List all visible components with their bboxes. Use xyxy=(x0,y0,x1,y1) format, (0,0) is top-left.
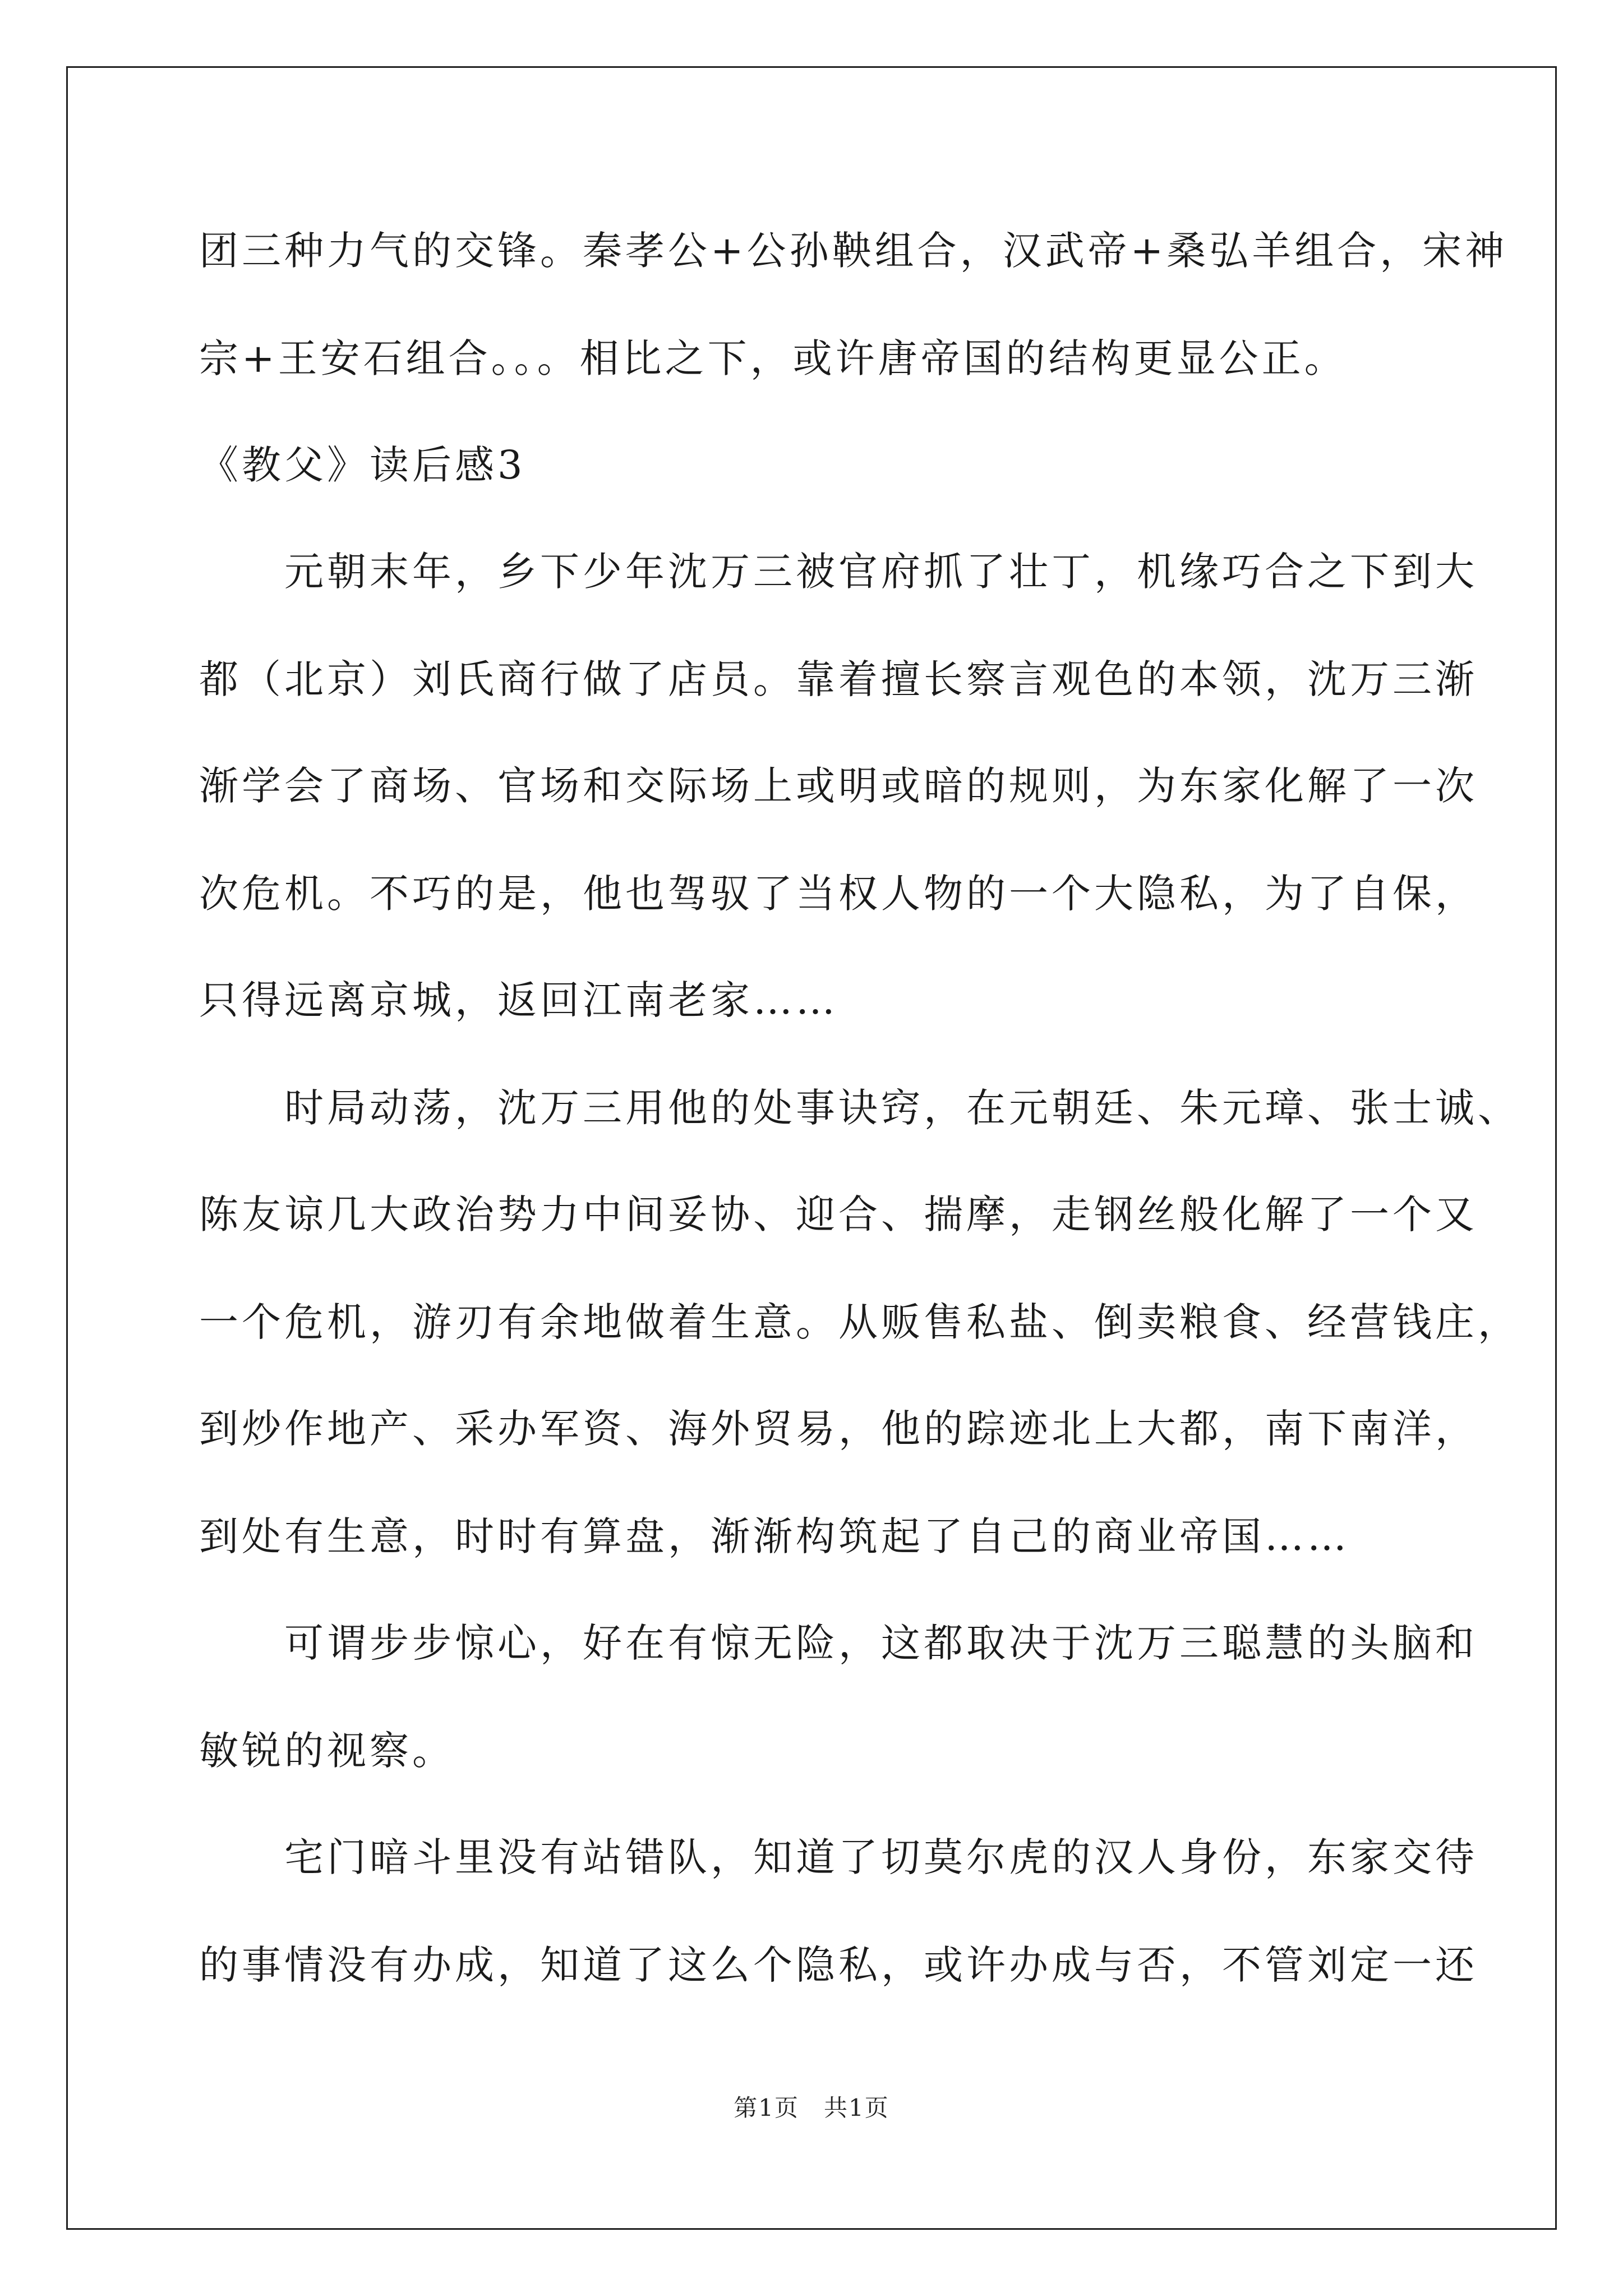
page-border xyxy=(66,66,1557,2230)
text-line: 元朝末年，乡下少年沈万三被官府抓了壮丁，机缘巧合之下到大 xyxy=(199,549,1478,595)
text-line: 只得远离京城，返回江南老家…… xyxy=(199,977,838,1023)
text-line: 敏锐的视察。 xyxy=(199,1728,455,1774)
text-line: 团三种力气的交锋。秦孝公+公孙鞅组合，汉武帝+桑弘羊组合，宋神 xyxy=(199,228,1508,274)
text-line: 到处有生意，时时有算盘，渐渐构筑起了自己的商业帝国…… xyxy=(199,1513,1350,1559)
text-line: 陈友谅几大政治势力中间妥协、迎合、揣摩，走钢丝般化解了一个又 xyxy=(199,1191,1478,1237)
text-line: 宅门暗斗里没有站错队，知道了切莫尔虎的汉人身份，东家交待 xyxy=(199,1834,1478,1880)
text-line: 宗+王安石组合。。。相比之下，或许唐帝国的结构更显公正。 xyxy=(199,335,1347,381)
text-line: 都（北京）刘氏商行做了店员。靠着擅长察言观色的本领，沈万三渐 xyxy=(199,656,1478,702)
text-line: 到炒作地产、采办军资、海外贸易，他的踪迹北上大都，南下南洋， xyxy=(199,1406,1478,1452)
text-line: 时局动荡，沈万三用他的处事诀窍，在元朝廷、朱元璋、张士诚、 xyxy=(199,1085,1520,1131)
section-heading: 《教父》读后感3 xyxy=(199,442,526,488)
text-line: 渐学会了商场、官场和交际场上或明或暗的规则，为东家化解了一次 xyxy=(199,763,1478,809)
page-footer: 第1页 共1页 xyxy=(734,2094,889,2122)
text-line: 一个危机，游刃有余地做着生意。从贩售私盐、倒卖粮食、经营钱庄， xyxy=(199,1299,1520,1345)
text-line: 可谓步步惊心，好在有惊无险，这都取决于沈万三聪慧的头脑和 xyxy=(199,1620,1478,1666)
text-line: 次危机。不巧的是，他也驾驭了当权人物的一个大隐私，为了自保， xyxy=(199,871,1478,917)
text-line: 的事情没有办成，知道了这么个隐私，或许办成与否，不管刘定一还 xyxy=(199,1942,1478,1988)
